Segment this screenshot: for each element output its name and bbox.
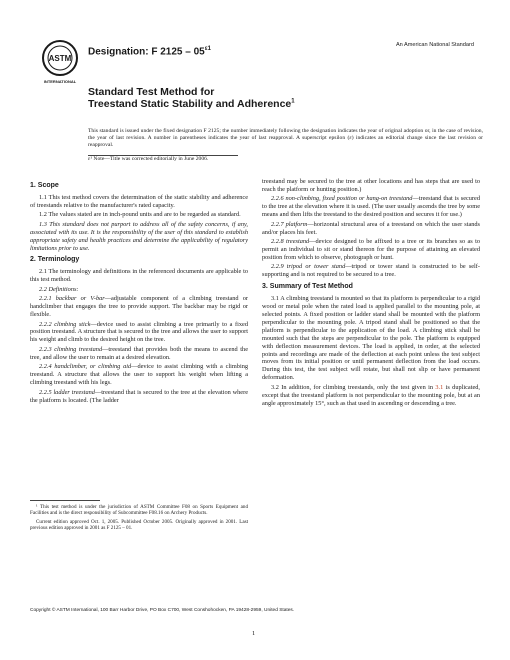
footnote: Current edition approved Oct. 1, 2005. Published October 2005. Originally approved in 2001. Last previous edition approved in 2001 as F 2125 – 01. [30,518,248,532]
title-line2: Treestand Static Stability and Adherence$^1$ [88,98,295,110]
section-heading-terminology: 2. Terminology [30,256,80,264]
definition: 2.2.1 backbar or V-bar—adjustable component of a climbing treestand or handclimber that engages the tree to provide support. The backbar may be rigid or flexible. [30,295,248,319]
definition: 2.2.5 ladder treestand—treestand that is secured to the tree at the elevation where the platform is located. (The ladder [30,388,248,404]
paragraph: 2.2 Definitions: [39,285,79,293]
svg-text:INTERNATIONAL: INTERNATIONAL [43,79,77,84]
definition: 2.2.4 handclimber, or climbing aid—device to assist climbing with a climbing treestand. A structure that allows the user to support his weight when lifting a climbing treestand with his legs. [30,363,248,387]
svg-text:ASTM: ASTM [48,54,72,63]
definition: 2.2.8 treestand—device designed to be affixed to a tree or its branches so as to permit an individual to sit or stand thereon for the purpose of attaining an elevated position from which to observe, photograph or hunt. [262,238,481,261]
copyright: Copyright © ASTM International, 100 Barr Harbor Drive, PO Box C700, West Conshohocken, PA 19428-2959, United States. [30,608,295,613]
right-column [262,178,480,409]
paragraph: treestand may be secured to the tree at other locations and has steps that are used to reach the platform or hunting position.) [262,178,480,193]
section-link[interactable]: 3.1 [435,383,444,391]
epsilon-note: ε¹ Note—Title was corrected editorially in June 2006. [88,156,209,162]
section-heading-summary: 3. Summary of Test Method [262,283,353,291]
section-heading-scope: 1. Scope [30,182,59,189]
paragraph: 1.3 This standard does not purport to address all of the safety concerns, if any, associated with its use. It is the responsibility of the user of this standard to establish appropriate safety and health practices and determine the applicability of regulatory limitations prior to use. [30,220,248,252]
definition: 2.2.7 platform—horizontal structural area of a treestand on which the user stands and/or places his feet. [262,220,480,236]
definition: 2.2.6 non-climbing, fixed position or hang-on treestand—treestand that is secured to the tree at the elevation where it is used. (The user usually ascends the tree by some means and then lifts the treestand to the desired position and secures it for use.) [262,195,480,219]
definition: 2.2.3 climbing treestand—treestand that provides both the means to ascend the tree, and allow the user to remain at a desired elevation. [30,345,248,361]
footnote: ¹ This test method is under the jurisdiction of ASTM Committee F08 on Sports Equipment and Facilities and is the direct responsibility of Subcommittee F08.16 on Archery Products. [30,504,248,517]
definition: 2.2.2 climbing stick—device used to assist climbing a tree primarily to a fixed position treestand. A structure that is secured to the tree and allows the user to support his weight and climb to the desired height on the tree. [30,320,248,344]
national-standard-label: An American National Standard [395,42,474,48]
paragraph: 1.1 This test method covers the determination of the static stability and adherence of treestands relative to the manufacturer's rated capacity. [30,193,248,209]
paragraph: 3.1 A climbing treestand is mounted so that its platform is perpendicular to a rigid wood or metal pole when the rated load is applied parallel to the mounting pole, at selected points. A fixed position or ladder stand shall be mounted with the platform perpendicular to the mounting pole. A tripod stand shall be positioned so that the platform is perpendicular to the application of the load. A climbing stick shall be mounted such that the steps are perpendicular to the pole. The platform is equipped with deflection measurement devices. The load is applied, in order, at the selected points and recordings are made of the deflection at each point unless the test subject moves from its initial position or until permanent deflection from the load occurs. During this test, the test subject will rotate, but shall not slip or have permanent deformation. [262,295,480,382]
paragraph: 1.2 The values stated are in inch-pound units and are to be regarded as standard. [39,211,241,219]
paragraph: 2.1 The terminology and definitions in the referenced documents are applicable to this test method. [30,268,248,284]
designation: Designation: F $2125 - 05^{\varepsilon 1}$ [88,46,211,58]
footnotes [30,504,248,534]
page-number: 1 [252,630,256,637]
left-column [30,178,248,406]
astm-logo [40,38,80,86]
paragraph: 3.2 In addition, for climbing treestands, only the test given in 3.1 is duplicated, except that the treestand platform is not perpendicular to the mounting pole, but at an angle approximately 15°, such as that used in ascending or descending a tree. [262,383,480,407]
issuance-note: This standard is issued under the fixed designation F 2125; the number immediately following the designation indicates the year of original adoption or, in the case of revision, the year of last revision. A number in parentheses indicates the year of last reapproval. A superscript epsilon (ε) indicates an editorial change since the last revision or reapproval. [88,128,483,149]
footnote-divider [30,500,100,501]
definition: 2.2.9 tripod or tower stand—tripod or tower stand is constructed to be self-supporting and is not required to be secured to a tree. [262,263,481,279]
title-line1: Standard Test Method for [88,86,215,98]
